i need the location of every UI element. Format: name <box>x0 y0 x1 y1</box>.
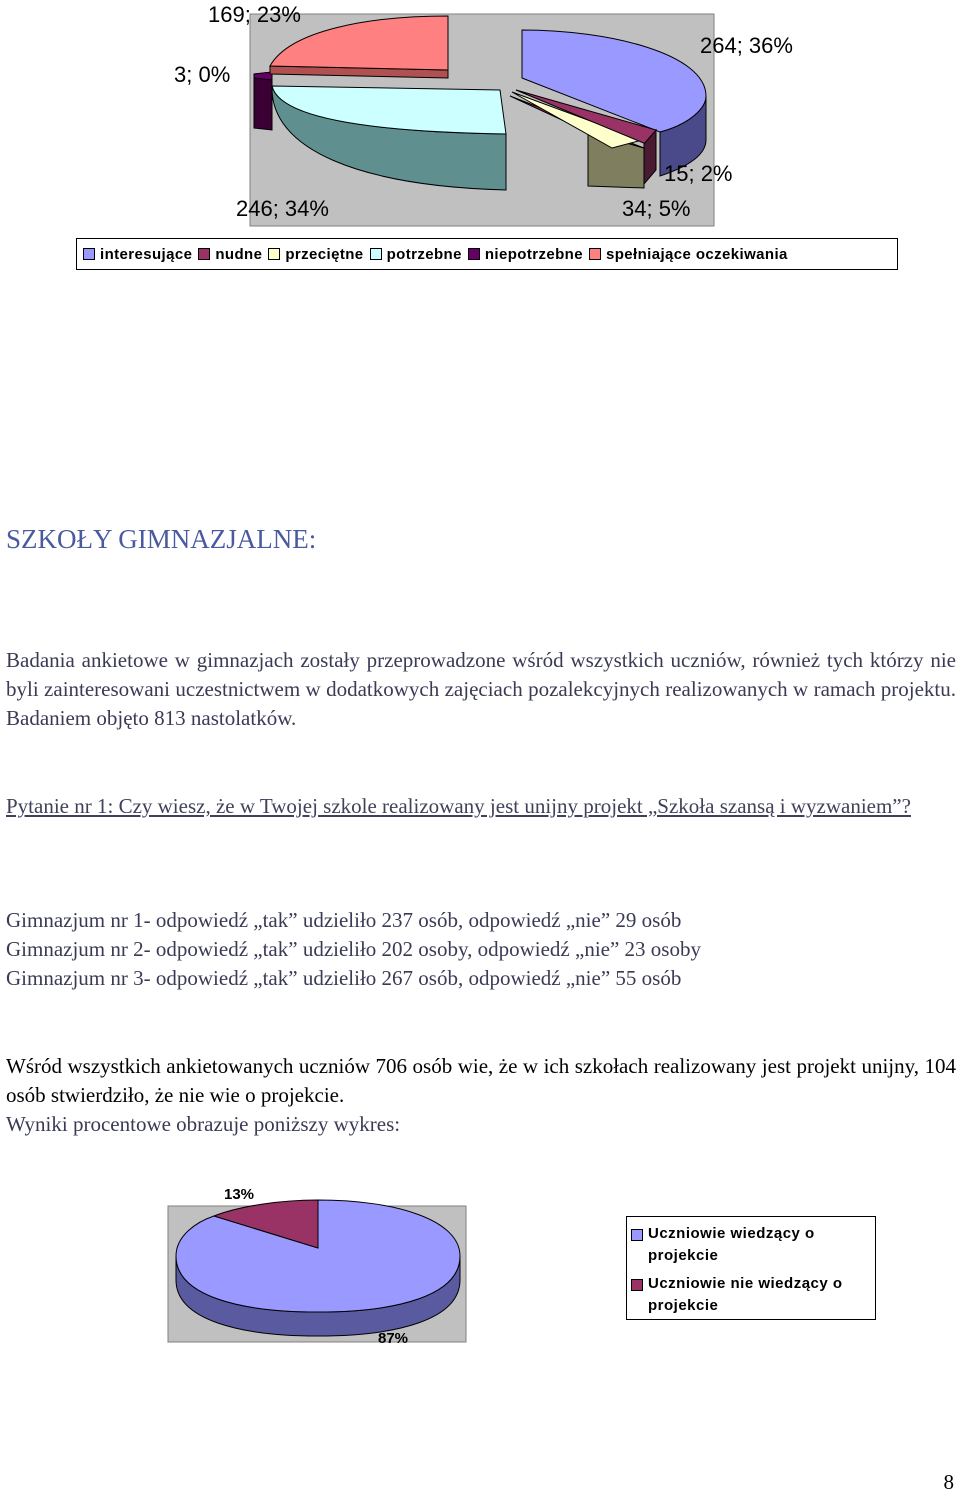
answer-line: Gimnazjum nr 1- odpowiedź „tak” udzieliło 237 osób, odpowiedź „nie” 29 osób <box>6 908 682 932</box>
legend-item <box>83 246 192 263</box>
legend-swatch <box>83 248 95 260</box>
legend-item <box>627 1267 875 1317</box>
answers-list <box>6 906 956 993</box>
chart-legend-awareness <box>626 1216 876 1320</box>
legend-item <box>589 246 788 263</box>
legend-swatch <box>198 248 210 260</box>
legend-label: Uczniowie nie wiedzący o projekcie <box>648 1275 843 1314</box>
intro-paragraph: Badania ankietowe w gimnazjach zostały przeprowadzone wśród wszystkich uczniów, również tych którzy nie byli zainteresowani uczestnictwem w dodatkowych zajęciach pozalekcyjnych realizowanych w ramach projektu. Badaniem objęto 813 nastolatków. <box>6 648 956 730</box>
question-text <box>6 792 958 821</box>
legend-swatch <box>468 248 480 260</box>
legend-label: interesujące <box>100 245 193 263</box>
legend-item <box>198 246 262 263</box>
legend-item <box>468 246 583 263</box>
legend-label: nudne <box>215 245 263 263</box>
data-label-wiedzacy: 87% <box>378 1330 409 1347</box>
legend-label: potrzebne <box>386 245 462 263</box>
slice-niepotrzebne <box>254 72 272 80</box>
data-label-interesujace: 264; 36% <box>700 33 793 58</box>
answer-line: Gimnazjum nr 3- odpowiedź „tak” udzieliło 267 osób, odpowiedź „nie” 55 osób <box>6 966 682 990</box>
section-heading: SZKOŁY GIMNAZJALNE: <box>6 524 317 554</box>
legend-swatch <box>268 248 280 260</box>
answer-line: Gimnazjum nr 2- odpowiedź „tak” udzieliło 202 osoby, odpowiedź „nie” 23 osoby <box>6 937 701 961</box>
data-label-przecietne: 15; 2% <box>664 161 733 186</box>
legend-label: przeciętne <box>285 245 364 263</box>
legend-item <box>627 1217 875 1267</box>
data-label-niepotrzebne: 3; 0% <box>174 62 231 87</box>
page-number: 8 <box>943 1470 954 1494</box>
legend-swatch <box>589 248 601 260</box>
pie-chart-satisfaction <box>0 0 960 240</box>
data-label-potrzebne: 246; 34% <box>236 196 329 221</box>
summary-paragraph: Wśród wszystkich ankietowanych uczniów 706 osób wie, że w ich szkołach realizowany jest projekt unijny, 104 osób stwierdziło, że nie wie o projekcie. <box>6 1054 956 1107</box>
legend-item <box>370 246 462 263</box>
legend-label: Uczniowie wiedzący o projekcie <box>648 1225 815 1264</box>
chart-legend-satisfaction <box>76 238 898 270</box>
data-label-spelniajace: 169; 23% <box>208 2 301 27</box>
legend-swatch <box>631 1279 643 1291</box>
chart-caption: Wyniki procentowe obrazuje poniższy wykres: <box>6 1112 401 1136</box>
legend-item <box>268 246 363 263</box>
question-label: Pytanie nr 1: Czy wiesz, że w Twojej szkole realizowany jest unijny projekt „Szkoła szansą i wyzwaniem”? <box>6 794 911 818</box>
slice-niepotrzebne-side <box>254 72 272 130</box>
legend-label: niepotrzebne <box>484 245 583 263</box>
data-label-nudne: 34; 5% <box>622 196 691 221</box>
data-label-nie-wiedzacy: 13% <box>224 1186 255 1203</box>
legend-label: spełniające oczekiwania <box>605 245 788 263</box>
legend-swatch <box>370 248 382 260</box>
legend-swatch <box>631 1229 643 1241</box>
